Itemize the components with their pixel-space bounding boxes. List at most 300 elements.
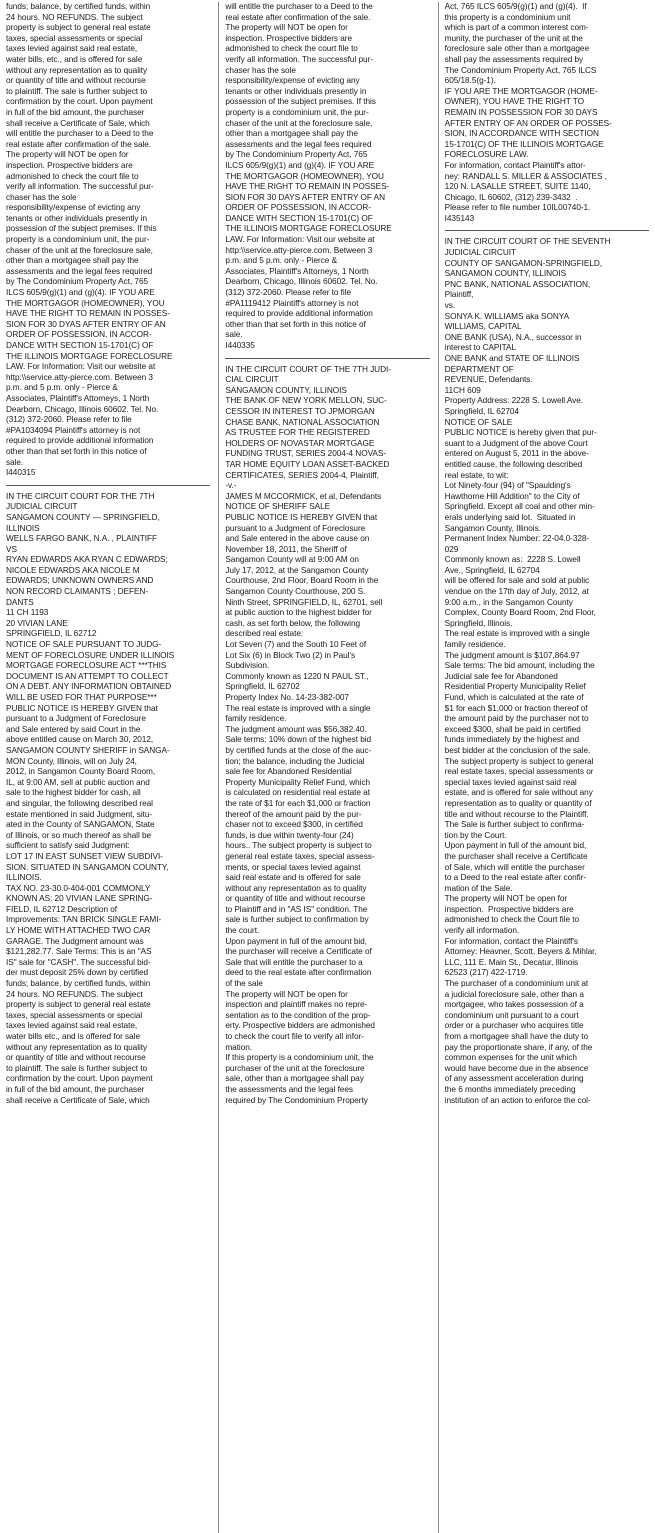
notice-text-line: verify all information. The successful pur- [6, 182, 154, 192]
notice-text-line: real estate taxes, special assessments or [444, 767, 594, 777]
notice-text-line: taxes levied against said real estate, [6, 1021, 138, 1031]
notice-text-line: ILCS 605/9(g)(1) and (g)(4). IF YOU ARE [225, 160, 375, 170]
notice-text-line: of any assessment acceleration during [444, 1074, 584, 1084]
notice-text-line: LY HOME WITH ATTACHED TWO CAR [6, 926, 151, 936]
notice-text-line: The subject property is subject to general [444, 756, 594, 766]
notice-text-line: SION, IN ACCORDANCE WITH SECTION [444, 129, 599, 139]
notice-text-line: Improvements: TAN BRICK SINGLE FAMI- [6, 915, 162, 925]
notice-text-line: shall receive a Certificate of Sale, which [6, 1095, 150, 1105]
notice-text-line: taxes, special assessments or special [6, 1010, 143, 1020]
notice-text-line: Plaintiff, [444, 290, 474, 300]
notice-text-line: other than a mortgagee shall pay the [225, 129, 358, 139]
notice-text-line: July 17, 2012, at the Sangamon County [225, 565, 369, 575]
notice-text-line: property is a condominium unit, the pur- [225, 107, 369, 117]
notice-text-line: title and without recourse to the Plaintiff. [444, 809, 589, 819]
notice-text-line: entitled cause, the following described [444, 459, 583, 469]
notice-text-line: HAVE THE RIGHT TO REMAIN IN POSSES- [225, 182, 390, 192]
notice-text-line: I440335 [225, 341, 255, 350]
notice-text-line: the amount paid by the purchaser not to [444, 714, 589, 724]
notice-text-line: PUBLIC NOTICE IS HEREBY GIVEN that [6, 703, 158, 713]
notice-text-line: The property will NOT be open for [225, 989, 348, 999]
notice-text-line: shall pay the assessments required by [444, 54, 584, 64]
notice-text-line: without any representation as to quality [6, 1042, 148, 1052]
notice-text-line: THE BANK OF NEW YORK MELLON, SUC- [225, 396, 387, 406]
notice-text-line: tion; the balance, including the Judicial [225, 756, 365, 766]
notice-text-line: sale, other than a mortgagee shall pay [225, 1074, 364, 1084]
notice-text-line: responsibility/expense of evicting any [6, 203, 141, 213]
notice-text-line: and Sale entered by said Court in the [6, 724, 141, 734]
notice-text-line: TAR HOME EQUITY LOAN ASSET-BACKED [225, 459, 390, 469]
notice-text-line: purchaser of the unit at the foreclosure [225, 1063, 365, 1073]
notice-text-line: pay the proportionate share, if any, of the [444, 1042, 593, 1052]
notice-text-line: inspection. Prospective bidders are [6, 160, 133, 170]
notice-text-line: admonished to check the court file to [225, 44, 358, 54]
notice-text-line: or quantity of title and without recourse [225, 894, 365, 904]
notice-text-line: mation. [225, 1042, 253, 1052]
notice-text-line: without any representation as to quality [6, 65, 148, 75]
notice-text-line: p.m. and 5 p.m. only - Pierce & [6, 383, 118, 393]
notice-text-line: #PA1034094 Plaintiff's attorney is not [6, 425, 141, 435]
notice-text-line: SANGAMON COUNTY, ILLINOIS [444, 269, 567, 279]
notice-text-line: real estate after confirmation of the sale. [6, 139, 152, 149]
notice-text-line: described real estate: [225, 629, 304, 639]
notice-text-line: EDWARDS; UNKNOWN OWNERS AND [6, 576, 154, 586]
notice-text-line: or quantity of title and without recourse [6, 76, 146, 86]
notice-text-line: vs. [444, 301, 456, 311]
notice-text-line: taxes, special assessments or special [6, 33, 143, 43]
notice-text-line: from a mortgagee shall have the duty to [444, 1032, 589, 1041]
notice-text-line: 605/18.5(g-1). [444, 76, 496, 86]
notice-text-line: $1 for each $1,000 or fraction thereof of [444, 703, 588, 713]
notice-text-line: by The Condominium Property Act, 765 [6, 277, 149, 287]
notice-text-line: ney: RANDALL S. MILLER & ASSOCIATES , [444, 171, 607, 181]
notice-text-line: ONE BANK (USA), N.A., successor in [444, 332, 582, 342]
notice-text-line: NOTICE OF SALE [444, 417, 513, 427]
notice-text-line: HAVE THE RIGHT TO REMAIN IN POSSES- [6, 309, 170, 319]
notice-text-line: to plaintiff. The sale is further subject to [6, 86, 148, 96]
notice-text-line: funds immediately by the highest and [444, 735, 580, 745]
notice-text-line: ORDER OF POSSESSION, IN ACCOR- [6, 330, 152, 340]
notice-text-line: (312) 372-2060. Please refer to file [6, 415, 132, 425]
notice-text-line: pursuant to a Judgment of Foreclosure [225, 523, 366, 533]
notice-text-line: property is subject to general real estate [6, 23, 151, 33]
notice-text-line: NOTICE OF SHERIFF SALE [225, 502, 331, 512]
notice-text-line: SPRINGFIELD, IL 62712 [6, 629, 97, 639]
notice-text-line: THE MORTGAGOR (HOMEOWNER), YOU [6, 298, 165, 308]
notice-text-line: without any representation as to quality [225, 883, 367, 893]
notice-text-line: Complex, County Board Room, 2nd Floor, [444, 608, 596, 618]
notice-text-line: ONE BANK and STATE OF ILLINOIS [444, 354, 580, 363]
notice-text-line: sentation as to the condition of the prop- [225, 1010, 371, 1020]
notice-text-line: IL, at 9:00 AM, sell at public auction and [6, 777, 150, 787]
notice-text-line: 24 hours. NO REFUNDS. The subject [6, 989, 143, 999]
notice-text-line: I440315 [6, 468, 36, 478]
notice-text-line: The purchaser of a condominium unit at [444, 979, 589, 989]
notice-text-line: $121,282.77. Sale Terms: This is an "AS [6, 947, 152, 957]
notice-text-line: Ave., Springfield, IL 62704 [444, 565, 540, 575]
notice-text-line: funds; balance, by certified funds, within [6, 979, 151, 989]
notice-text-line: LAW. For Information: Visit our website at [225, 235, 375, 245]
notice-text-line: exceed $300, shall be paid in certified [444, 724, 581, 734]
notice-text-line: sale. [6, 457, 24, 467]
notice-text-line: Springfield, IL 62702 [225, 682, 300, 692]
notice-text-line: tenants or other individuals presently in [225, 86, 367, 96]
notice-text-line: deed to the real estate after confirmation [225, 968, 372, 978]
notice-text-line: OWNER), YOU HAVE THE RIGHT TO [444, 97, 584, 107]
notice-text-line: If this property is a condominium unit, the [225, 1053, 374, 1063]
notice-text-line: THE ILLINOIS MORTGAGE FORECLOSURE [225, 224, 392, 234]
notice-text-line: ILLINOIS [6, 523, 40, 533]
notice-text-line: required by The Condominium Property [225, 1095, 368, 1105]
notice-text-line: Sale terms: 10% down of the highest bid [225, 735, 372, 745]
notice-text-line: assessments and the legal fees required [225, 139, 372, 149]
notice-text-line: AS TRUSTEE FOR THE REGISTERED [225, 428, 370, 438]
notice-text-line: Commonly known as 1220 N PAUL ST., [225, 671, 369, 681]
notice-text-line: verify all information. The successful pur- [225, 54, 373, 64]
notice-text-line: this property is a condominium unit [444, 12, 571, 22]
notice-text-line: SONYA K. WILLIAMS aka SONYA [444, 311, 570, 321]
notice-text-line: The Condominium Property Act, 765 ILCS [444, 65, 597, 75]
notice-text-line: property is a condominium unit, the pur- [6, 235, 150, 245]
notice-text-line: required to provide additional information [225, 309, 373, 319]
notice-text-line: Ninth Street, SPRINGFIELD, IL, 62701, sell [225, 597, 383, 607]
notice-text-line: the assessments and the legal fees [225, 1084, 353, 1094]
notice-text-line: DANCE WITH SECTION 15-1701(C) OF [6, 341, 154, 350]
notice-text-line: Springfield. Except all coal and other min- [444, 502, 595, 512]
notice-text-line: munity, the purchaser of the unit at the [444, 33, 583, 43]
notice-text-line: ated in the County of SANGAMON, State [6, 820, 155, 830]
notice-text-line: Act, 765 ILCS 605/9(g)(1) and (g)(4). If [444, 2, 587, 11]
notice-text-line: SANGAMON COUNTY — SPRINGFIELD, [6, 512, 160, 522]
notice-text-line: Associates, Plaintiff's Attorneys, 1 North [6, 393, 150, 403]
notice-text-line: WELLS FARGO BANK, N.A. , PLAINTIFF [6, 534, 157, 544]
notice-text-line: HOLDERS OF NOVASTAR MORTGAGE [225, 438, 375, 448]
notice-text-line: of the sale [225, 979, 263, 989]
notice-text-line: required to provide additional information [6, 436, 154, 446]
notice-text-line: chaser has the sole [6, 192, 77, 202]
notice-text-line: the rate of $1 for each $1,000 or fraction [225, 798, 371, 808]
notice-text-line: sale. [225, 330, 243, 340]
notice-text-line: THE MORTGAGOR (HOMEOWNER), YOU [225, 171, 384, 181]
notice-text-line: Lot Ninety-four (94) of "Spaulding's [444, 481, 571, 491]
notice-text-line: chaser has the sole [225, 65, 296, 75]
notice-text-line: LAW. For Information: Visit our website at [6, 362, 156, 372]
notice-text-line: COUNTY OF SANGAMON-SPRINGFIELD, [444, 258, 603, 268]
notice-text-line: 029 [444, 544, 459, 554]
notice-text-line: NOTICE OF SALE PURSUANT TO JUDG- [6, 640, 162, 650]
notice-text-line: 24 hours. NO REFUNDS. The subject [6, 12, 143, 22]
notice-text-line: which is part of a common interest com- [444, 23, 589, 33]
notice-text-line: confirmation by the court. Upon payment [6, 1074, 153, 1084]
notice-text-line: real estate, to wit: [444, 470, 509, 480]
notice-text-line: and Sale entered in the above cause on [225, 534, 370, 544]
notice-text-line: foreclosure sale other than a mortgagee [444, 44, 590, 54]
notice-text-line: 2012, in Sangamon County Board Room, [6, 767, 156, 777]
notice-text-line: Property Address: 2228 S. Lowell Ave. [444, 396, 583, 406]
notice-text-line: LLC, 111 E. Main St., Decatur, Illinois [444, 957, 579, 967]
notice-text-line: condominium unit pursuant to a court [444, 1010, 579, 1020]
notice-text-line: der must deposit 25% down by certified [6, 968, 149, 978]
notice-text-line: DANCE WITH SECTION 15-1701(C) OF [225, 213, 373, 223]
notice-text-line: admonished to check the Court file to [444, 915, 580, 925]
notice-text-line: Hawthorne Hill Addition" to the City of [444, 491, 580, 501]
notice-text-line: erty. Prospective bidders are admonished [225, 1021, 375, 1031]
notice-text-line: thereof of the amount paid by the pur- [225, 809, 362, 819]
notice-text-line: the court. [225, 926, 260, 936]
notice-text-line: The Sale is further subject to confirma- [444, 820, 585, 830]
notice-text-line: to Plaintiff and in "AS IS" condition. The [225, 904, 368, 914]
notice-divider [6, 485, 210, 486]
notice-text-line: PNC BANK, NATIONAL ASSOCIATION, [444, 279, 591, 289]
notice-text-line: interest to CAPITAL [444, 343, 516, 353]
notice-text-line: cash, as set forth below, the following [225, 618, 361, 628]
notice-text-line: chaser of the unit at the foreclosure sale, [225, 118, 373, 128]
notice-text-line: -v.- [225, 481, 237, 491]
notice-text-line: other than that set forth in this notice of [6, 446, 147, 456]
notice-text-line: in full of the bid amount, the purchaser [6, 1084, 145, 1094]
notice-text-line: ILCS 605/9(g)(1) and (g)(4). IF YOU ARE [6, 288, 155, 298]
notice-text-line: CESSOR IN INTEREST TO JPMORGAN [225, 406, 375, 416]
notice-divider [445, 230, 649, 231]
notice-text-line: common expenses for the unit which [444, 1053, 577, 1063]
notice-text-line: to check the court file to verify all infor- [225, 1032, 364, 1041]
notice-text-line: verify all information. [444, 926, 520, 936]
notice-text-line: MORTGAGE FORECLOSURE ACT ***THIS [6, 661, 167, 671]
notice-text-line: 9:00 a.m., in the Sangamon County [444, 597, 573, 607]
notice-text-line: Upon payment in full of the amount bid, [444, 841, 587, 851]
notice-text-line: 11 CH 1193 [6, 608, 49, 618]
notice-text-line: vendue on the 17th day of July, 2012, at [444, 587, 589, 597]
legal-notice-columns [6, 2, 649, 1533]
notice-text-line: Attorney: Heavner, Scott, Beyers & Mihlar, [444, 947, 597, 957]
notice-text-line: by The Condominium Property Act, 765 [225, 150, 368, 160]
notice-text-line: other than that set forth in this notice of [225, 319, 366, 329]
notice-text-line: Courthouse, 2nd Floor, Board Room in the [225, 576, 379, 586]
notice-text-line: The property will NOT be open for [225, 23, 348, 33]
notice-text-line: REVENUE, Defendants. [444, 375, 533, 385]
notice-text-line: November 18, 2011, the Sheriff of [225, 544, 347, 554]
notice-text-line: erals underlying said lot. Situated in [444, 512, 576, 522]
notice-text-line: of Sale, which will entitle the purchaser [444, 862, 585, 872]
notice-text-line: order or a purchaser who acquires title [444, 1021, 584, 1031]
notice-text-line: in full of the bid amount, the purchaser [6, 107, 145, 117]
notice-text-line: of Illinois, or so much thereof as shall be [6, 830, 152, 840]
notice-text-line: REMAIN IN POSSESSION FOR 30 DAYS [444, 107, 598, 117]
notice-text-line: possession of the subject premises. If this [6, 224, 157, 234]
notice-text-line: Sale that will entitle the purchaser to a [225, 957, 363, 967]
notice-text-line: the 6 months immediately preceding [444, 1084, 576, 1094]
notice-text-line: IS" sale for "CASH". The successful bid- [6, 957, 151, 967]
notice-text-line: IN THE CIRCUIT COURT OF THE 7TH JUDI- [225, 364, 391, 374]
notice-text-line: JUDICIAL CIRCUIT [6, 502, 78, 512]
notice-text-line: entered on August 5, 2011 in the above- [444, 449, 589, 459]
notice-text-line: Sale terms: The bid amount, including the [444, 661, 595, 671]
notice-text-line: FIELD, IL 62712 Description of [6, 904, 118, 914]
notice-text-line: Commonly known as: 2228 S. Lowell [444, 555, 581, 565]
notice-text-line: suant to a Judgment of the above Court [444, 438, 588, 448]
notice-text-line: 120 N. LASALLE STREET, SUITE 1140, [444, 182, 591, 192]
notice-text-line: Sangamon County will at 9:00 AM on [225, 555, 359, 565]
notice-text-line: will entitle the purchaser to a Deed to the [225, 2, 373, 11]
notice-text-line: estate mentioned in said Judgment, situ- [6, 809, 153, 819]
notice-text-line: Sangamon County Courthouse, 200 S. [225, 587, 366, 597]
notice-text-line: best bidder at the conclusion of the sale. [444, 745, 591, 755]
notice-text-line: by certified funds at the close of the auc- [225, 745, 372, 755]
notice-text-line: Please refer to file number 10IL00740-1. [444, 203, 591, 213]
notice-text-line: special taxes levied against said real [444, 777, 577, 787]
notice-text-line: possession of the subject premises. If this [225, 97, 376, 107]
notice-text-line: property is subject to general real estate [6, 1000, 151, 1010]
notice-text-line: sufficient to satisfy said Judgment: [6, 841, 130, 851]
notice-text-line: chaser not to exceed $300, in certified [225, 820, 363, 830]
notice-text-line: or quantity of title and without recourse [6, 1053, 146, 1063]
notice-text-line: Springfield, Illinois. [444, 618, 513, 628]
notice-text-line: CERTIFICATES, SERIES 2004-4, Plaintiff, [225, 470, 379, 480]
notice-text-line: CHASE BANK, NATIONAL ASSOCIATION [225, 417, 380, 427]
notice-text-line: general real estate taxes, special assess- [225, 851, 375, 861]
notice-text-line: the purchaser shall receive a Certificate [444, 851, 588, 861]
notice-text-line: NON RECORD CLAIMANTS ; DEFEN- [6, 587, 149, 597]
notice-text-line: water bills etc., and is offered for sale [6, 1032, 140, 1041]
notice-text-line: the purchaser will receive a Certificate of [225, 947, 372, 957]
notice-text-line: JUDICIAL CIRCUIT [444, 248, 516, 258]
notice-text-line: will entitle the purchaser to a Deed to the [6, 129, 154, 139]
notice-text-line: a judicial foreclosure sale, other than a [444, 989, 584, 999]
notice-text-line: GARAGE. The Judgment amount was [6, 936, 144, 946]
notice-text-line: representation as to quality or quantity of [444, 798, 592, 808]
notice-text-line: SANGAMON COUNTY, ILLINOIS [225, 385, 347, 395]
notice-text-line: LOT 17 IN EAST SUNSET VIEW SUBDIVI- [6, 851, 163, 861]
notice-text-line: above entitled cause on March 30, 2012, [6, 735, 154, 745]
notice-text-line: said real estate and is offered for sale [225, 873, 361, 883]
notice-text-line: DANTS [6, 597, 34, 607]
notice-text-line: assessments and the legal fees required [6, 266, 153, 276]
column-2 [218, 2, 429, 1533]
notice-text-line: family residence. [225, 714, 287, 724]
notice-text-line: Springfield, IL 62704 [444, 406, 519, 416]
notice-text-line: and singular, the following described real [6, 798, 153, 808]
notice-text-line: family residence. [444, 640, 506, 650]
notice-text-line: IF YOU ARE THE MORTGAGOR (HOME- [444, 86, 598, 96]
notice-text-line: DEPARTMENT OF [444, 364, 514, 374]
notice-text-line: pursuant to a Judgment of Foreclosure [6, 714, 146, 724]
notice-text-line: sale to the highest bidder for cash, all [6, 788, 141, 798]
notice-text-line: RYAN EDWARDS AKA RYAN C EDWARDS; [6, 555, 168, 565]
notice-text-line: Subdivision. [225, 661, 270, 671]
notice-text-line: MENT OF FORECLOSURE UNDER ILLINOIS [6, 650, 175, 660]
notice-text-line: to plaintiff. The sale is further subject to [6, 1063, 148, 1073]
notice-text-line: The judgment amount is $107,864.97 [444, 650, 580, 660]
notice-text-line: hours.. The subject property is subject to [225, 841, 372, 851]
notice-text-line: tenants or other individuals presently in [6, 213, 148, 223]
notice-text-line: The real estate is improved with a single [225, 703, 371, 713]
notice-text-line: #PA1119412 Plaintiff's attorney is not [225, 298, 359, 308]
notice-text-line: real estate after confirmation of the sale. [225, 12, 371, 22]
notice-text-line: 20 VIVIAN LANE [6, 618, 68, 628]
notice-text-line: shall receive a Certificate of Sale, which [6, 118, 150, 128]
column-1 [6, 2, 210, 1533]
notice-text-line: Permanent Index Number: 22-04.0-328- [444, 534, 590, 544]
notice-text-line: Property Municipality Relief Fund, which [225, 777, 371, 787]
notice-text-line: 15-1701(C) OF THE ILLINOIS MORTGAGE [444, 139, 604, 149]
notice-text-line: AFTER ENTRY OF AN ORDER OF POSSES- [444, 118, 612, 128]
notice-text-line: ORDER OF POSSESSION, IN ACCOR- [225, 203, 371, 213]
notice-text-line: p.m. and 5 p.m. only - Pierce & [225, 256, 338, 266]
notice-text-line: WILL BE USED FOR THAT PURPOSE*** [6, 693, 157, 702]
notice-text-line: Associates, Plaintiff's Attorneys, 1 North [225, 266, 369, 276]
notice-text-line: Lot Seven (7) and the South 10 Feet of [225, 640, 367, 650]
notice-text-line: FORECLOSURE LAW. [444, 150, 529, 160]
notice-text-line: Dearborn, Chicago, Illinois 60602. Tel. No. [6, 404, 159, 414]
notice-text-line: chaser of the unit at the foreclosure sale, [6, 245, 153, 255]
notice-text-line: Sangamon County, Illinois. [444, 523, 541, 533]
notice-text-line: sale fee for Abandoned Residential [225, 767, 352, 777]
notice-text-line: FUNDING TRUST, SERIES 2004-4 NOVAS- [225, 449, 387, 459]
notice-text-line: at public auction to the highest bidder for [225, 608, 372, 618]
notice-text-line: IN THE CIRCUIT COURT OF THE SEVENTH [444, 237, 611, 247]
notice-text-line: will be offered for sale and sold at public [444, 576, 590, 586]
notice-text-line: SION FOR 30 DAYS AFTER ENTRY OF AN [225, 192, 385, 202]
notice-text-line: would have become due in the absence [444, 1063, 589, 1073]
notice-text-line: IN THE CIRCUIT COURT FOR THE 7TH [6, 491, 155, 501]
column-3 [438, 2, 649, 1533]
notice-text-line: admonished to check the court file to [6, 171, 139, 181]
notice-text-line: WILLIAMS, CAPITAL [444, 322, 522, 332]
notice-text-line: For information, contact Plaintiff's attor- [444, 160, 586, 170]
notice-text-line: Chicago, IL 60602, (312) 239-3432 . [444, 192, 578, 202]
notice-text-line: taxes levied against said real estate, [6, 44, 138, 54]
notice-text-line: institution of an action to enforce the col- [444, 1095, 591, 1105]
notice-text-line: Fund, which is calculated at the rate of [444, 693, 584, 702]
notice-text-line: Lot Six (6) in Block Two (2) in Paul's [225, 650, 356, 660]
notice-text-line: water bills, etc., and is offered for sale [6, 54, 143, 64]
notice-text-line: to a Deed to the real estate after confir- [444, 873, 587, 883]
notice-text-line: is calculated on residential real estate at [225, 788, 370, 798]
notice-text-line: 11CH 609 [444, 385, 481, 395]
notice-text-line: Residential Property Municipality Relief [444, 682, 586, 692]
notice-text-line: estate, and is offered for sale without any [444, 788, 593, 798]
notice-text-line: SION FOR 30 DYAS AFTER ENTRY OF AN [6, 319, 166, 329]
notice-text-line: The property will NOT be open for [6, 150, 129, 160]
notice-text-line: http:\\service.atty-pierce.com. Between 3 [225, 245, 373, 255]
notice-text-line: THE ILLINOIS MORTGAGE FORECLOSURE [6, 351, 173, 361]
notice-text-line: confirmation by the court. Upon payment [6, 97, 153, 107]
notice-text-line: SION. SITUATED IN SANGAMON COUNTY, [6, 862, 169, 872]
notice-text-line: inspection and plaintiff makes no repre- [225, 1000, 368, 1010]
notice-text-line: The real estate is improved with a single [444, 629, 590, 639]
notice-text-line: TAX NO. 23-30.0-404-001 COMMONLY [6, 883, 151, 893]
notice-text-line: PUBLIC NOTICE IS HEREBY GIVEN that [225, 512, 378, 522]
notice-text-line: I435143 [444, 213, 475, 223]
notice-text-line: other than a mortgagee shall pay the [6, 256, 139, 266]
notice-text-line: inspection. Prospective bidders are [225, 33, 352, 43]
notice-text-line: ON A DEBT. ANY INFORMATION OBTAINED [6, 682, 172, 692]
notice-text-line: JAMES M MCCORMICK, et al, Defendants [225, 491, 382, 501]
notice-text-line: responsibility/expense of evicting any [225, 76, 360, 86]
notice-text-line: The property will NOT be open for [444, 894, 568, 904]
notice-text-line: funds; balance, by certified funds, within [6, 2, 151, 11]
notice-text-line: PUBLIC NOTICE is hereby given that pur- [444, 428, 597, 438]
notice-text-line: tion by the Court. [444, 830, 507, 840]
notice-text-line: MON County, Illinois, will on July 24, [6, 756, 137, 766]
notice-text-line: Property Index No. 14-23-382-007 [225, 693, 349, 702]
notice-text-line: KNOWN AS: 20 VIVIAN LANE SPRING- [6, 894, 153, 904]
notice-text-line: (312) 372-2060. Please refer to file [225, 288, 352, 298]
notice-text-line: Upon payment in full of the amount bid, [225, 936, 367, 946]
notice-text-line: Dearborn, Chicago, Illinois 60602. Tel. No. [225, 277, 378, 287]
notice-text-line: Judicial sale fee for Abandoned [444, 671, 558, 681]
notice-text-line: SANGAMON COUNTY SHERIFF in SANGA- [6, 745, 170, 755]
